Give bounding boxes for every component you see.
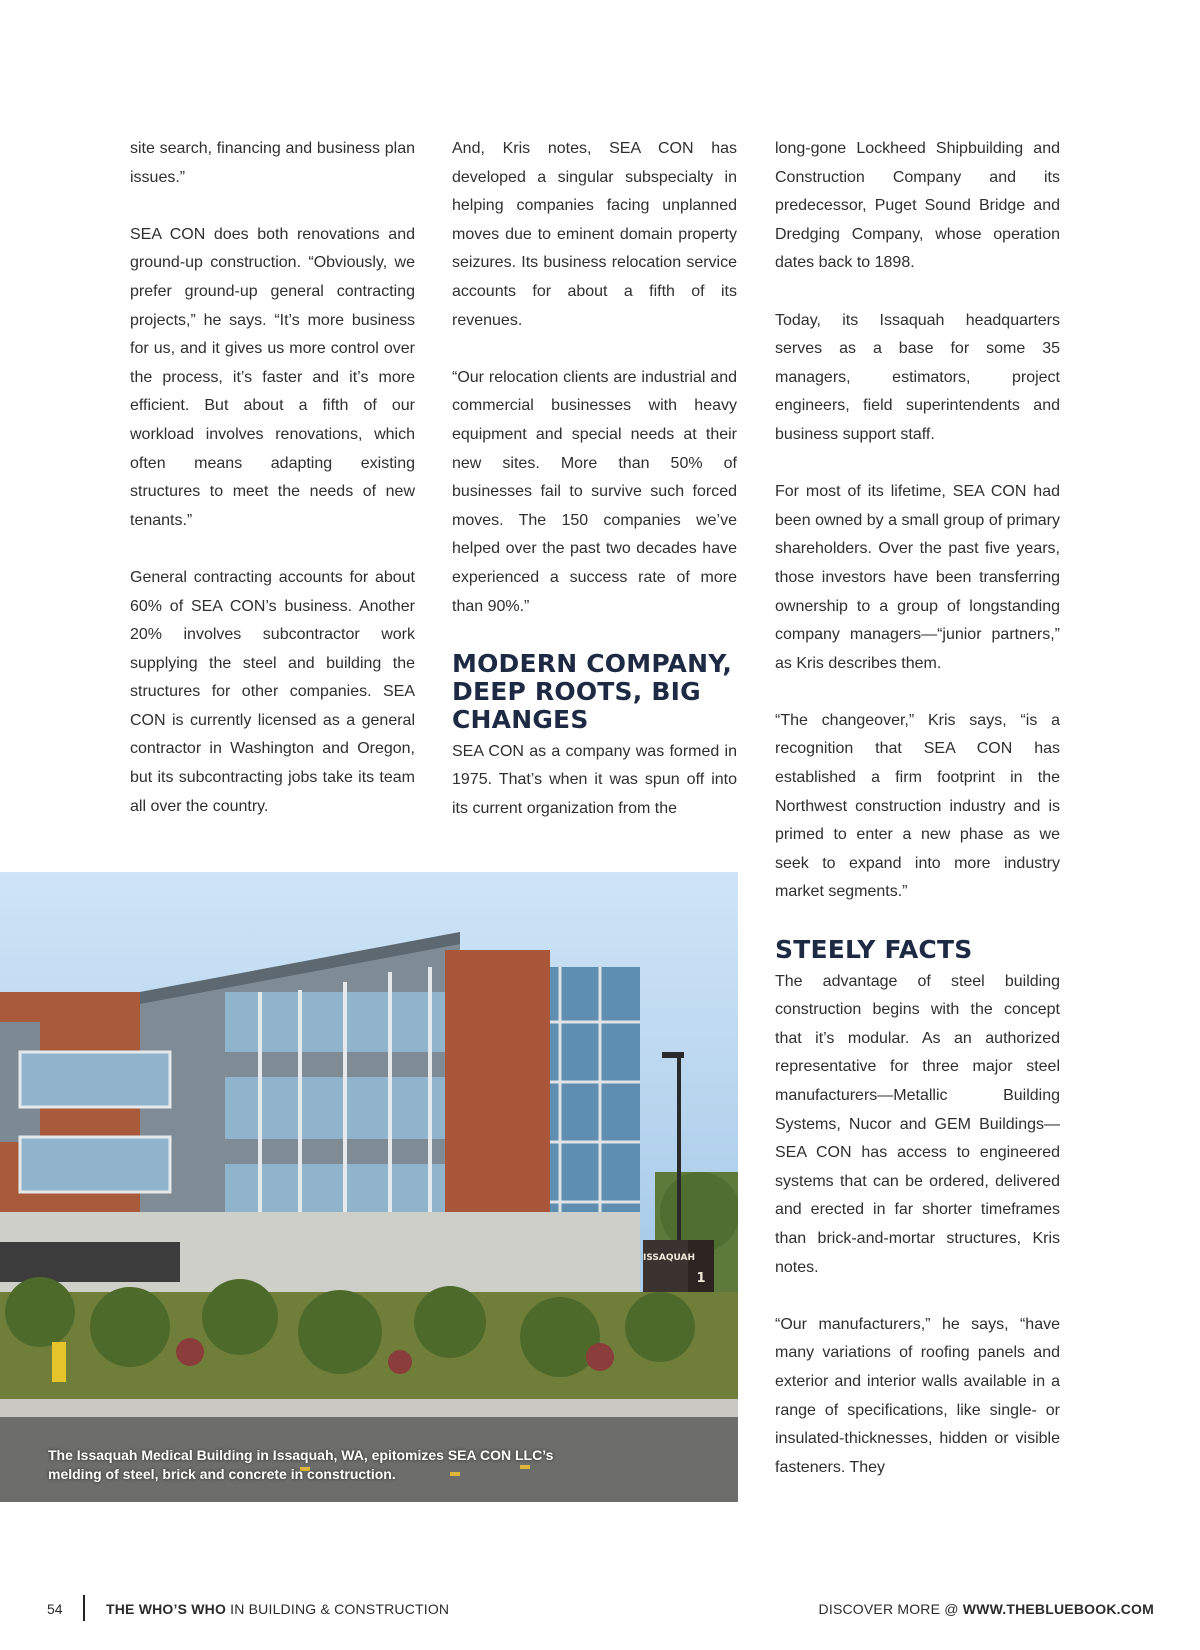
article-paragraph: “Our manufacturers,” he says, “have many variations of roofing panels and exterior and interior walls available in a range of specifications, like single- or insulated-thicknesses, hidden or visible fasteners. They [775,1315,1060,1476]
article-paragraph: SEA CON as a company was formed in 1975. That’s when it was spun off into its current organization from the [452,742,737,817]
article-paragraph: “Our relocation clients are industrial and commercial businesses with heavy equipment and special needs at their new sites. More than 50% of businesses fail to survive such forced moves. The 150 companies we’ve helped over the past two decades have experienced a success rate of more than 90%.” [452,368,737,615]
discover-more-link[interactable] [819,1601,1154,1617]
issaquah-medical-building-image [0,872,738,1502]
article-paragraph: Today, its Issaquah headquarters serves as a base for some 35 managers, estimators, project engineers, field superintendents and business support staff. [775,311,1060,443]
page-footer [0,1595,1200,1625]
photo-caption: The Issaquah Medical Building in Issaquah, WA, epitomizes SEA CON LLC’s melding of steel, brick and concrete in construction. [48,1447,554,1482]
article-paragraph: And, Kris notes, SEA CON has developed a singular subspecialty in helping companies facing unplanned moves due to eminent domain property seizures. Its business relocation service accounts for about a fifth of its revenues. [452,140,737,329]
sign-text: ISSAQUAH [642,1253,696,1263]
footer-divider [83,1595,85,1621]
website-url[interactable]: WWW.THEBLUEBOOK.COM [962,1601,1154,1617]
page-number: 54 [47,1601,63,1617]
sign-digit: 1 [696,1271,706,1286]
magazine-title-bold: THE WHO’S WHO [106,1601,227,1617]
magazine-title [106,1601,449,1617]
article-column-3 [775,135,1060,1511]
article-column-2 [452,135,737,852]
article-paragraph: For most of its lifetime, SEA CON had been owned by a small group of primary shareholders. Over the past five years, those investors have been transferring ownership to a group of longstanding company managers—“junior partners,” as Kris describes them. [775,483,1060,672]
article-paragraph: long-gone Lockheed Shipbuilding and Construction Company and its predecessor, Puget Sound Bridge and Dredging Company, whose operation dates back to 1898. [775,140,1060,272]
section-heading: MODERN COMPANY, DEEP ROOTS, BIG CHANGES [452,648,733,734]
article-paragraph: The advantage of steel building construction begins with the concept that it’s modular. As an authorized representative for three major steel manufacturers—Metallic Building Systems, Nucor and GEM Buildings—SEA CON has access to engineered systems that can be ordered, delivered and erected in far shorter timeframes than brick-and-mortar structures, Kris notes. [775,972,1060,1276]
article-paragraph: SEA CON does both renovations and ground-up construction. “Obviously, we prefer ground-up general contracting projects,” he says. “It’s more business for us, and it gives us more control over the process, it’s faster and it’s more efficient. But about a fifth of our workload involves renovations, which often means adapting existing structures to meet the needs of new tenants.” [130,225,415,529]
article-column-1 [130,135,415,850]
article-paragraph: General contracting accounts for about 60% of SEA CON’s business. Another 20% involves subcontractor work supplying the steel and building the structures for other companies. SEA CON is currently licensed as a general contractor in Washington and Oregon, but its subcontracting jobs take its team all over the country. [130,568,415,815]
section-heading: STEELY FACTS [775,934,973,964]
building-photo [0,872,738,1502]
magazine-title-rest: IN BUILDING & CONSTRUCTION [226,1601,450,1617]
article-paragraph: “The changeover,” Kris says, “is a recognition that SEA CON has established a firm footprint in the Northwest construction industry and is primed to enter a new phase as we seek to expand into more industry market segments.” [775,711,1060,901]
discover-prefix: DISCOVER MORE @ [818,1601,963,1617]
article-paragraph: site search, financing and business plan issues.” [130,140,415,186]
